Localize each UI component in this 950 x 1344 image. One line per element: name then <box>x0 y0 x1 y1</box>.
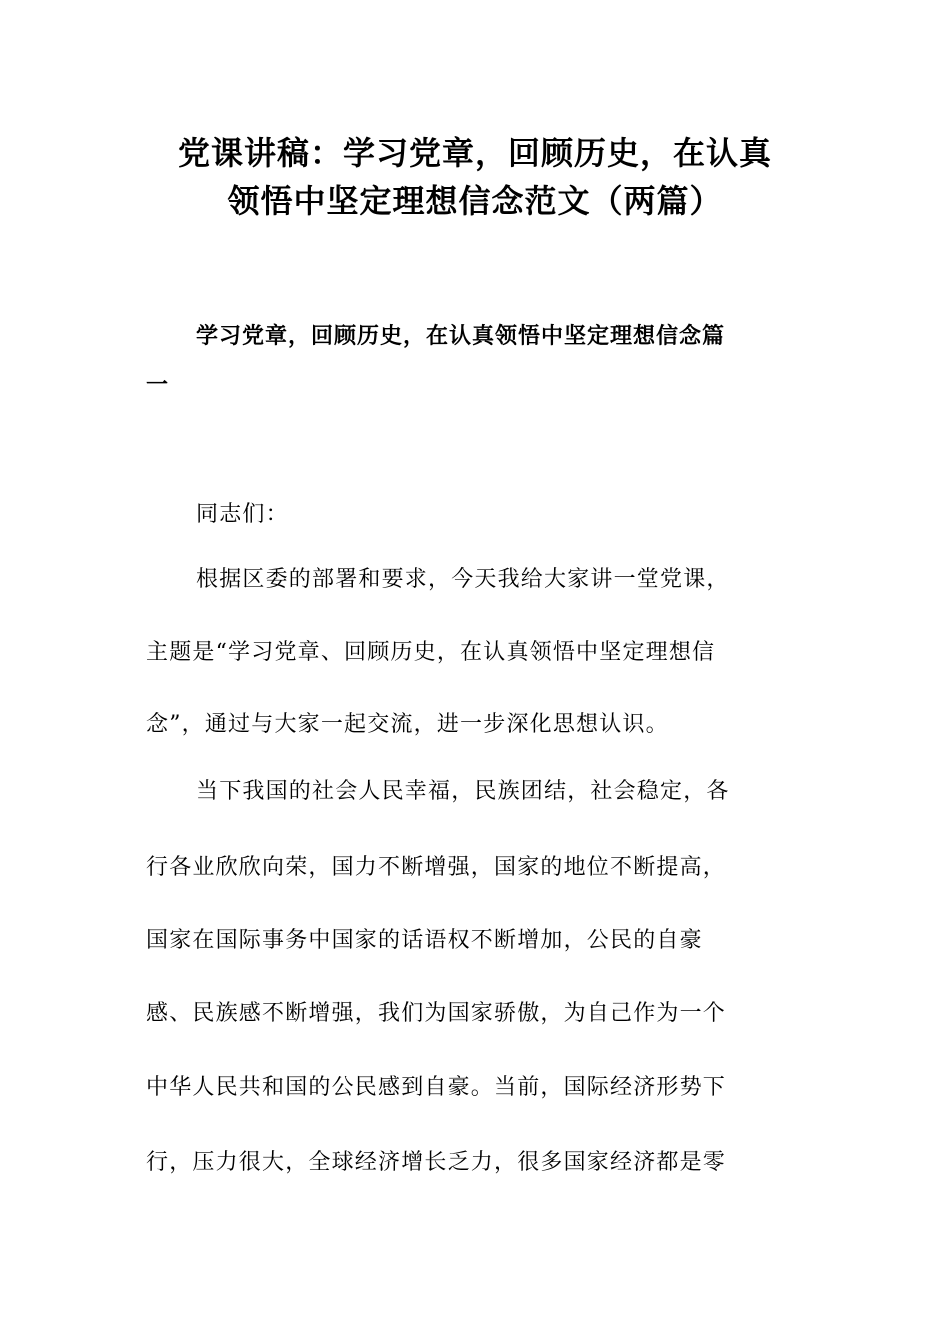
body-line: 当下我国的社会人民幸福，民族团结，社会稳定，各 <box>196 779 730 804</box>
body-line: 念”，通过与大家一起交流，进一步深化思想认识。 <box>146 712 669 737</box>
body-line: 中华人民共和国的公民感到自豪。当前，国际经济形势下 <box>146 1075 727 1100</box>
document-title-line-2: 领悟中坚定理想信念范文（两篇） <box>227 182 723 220</box>
body-line: 根据区委的部署和要求，今天我给大家讲一堂党课， <box>196 567 730 592</box>
document-title-line-1: 党课讲稿：学习党章，回顾历史，在认真 <box>177 134 772 172</box>
section-heading-line-1: 学习党章，回顾历史，在认真领悟中坚定理想信念篇 <box>196 324 726 349</box>
section-heading-line-2: 一 <box>146 373 169 398</box>
body-line: 行，压力很大，全球经济增长乏力，很多国家经济都是零 <box>146 1150 727 1175</box>
body-line: 国家在国际事务中国家的话语权不断增加，公民的自豪 <box>146 928 703 953</box>
salutation: 同志们： <box>196 502 289 527</box>
body-line: 行各业欣欣向荣，国力不断增强，国家的地位不断提高， <box>146 855 727 880</box>
body-line: 感、民族感不断增强，我们为国家骄傲，为自己作为一个 <box>146 1001 727 1026</box>
body-line: 主题是“学习党章、回顾历史，在认真领悟中坚定理想信 <box>146 640 716 665</box>
